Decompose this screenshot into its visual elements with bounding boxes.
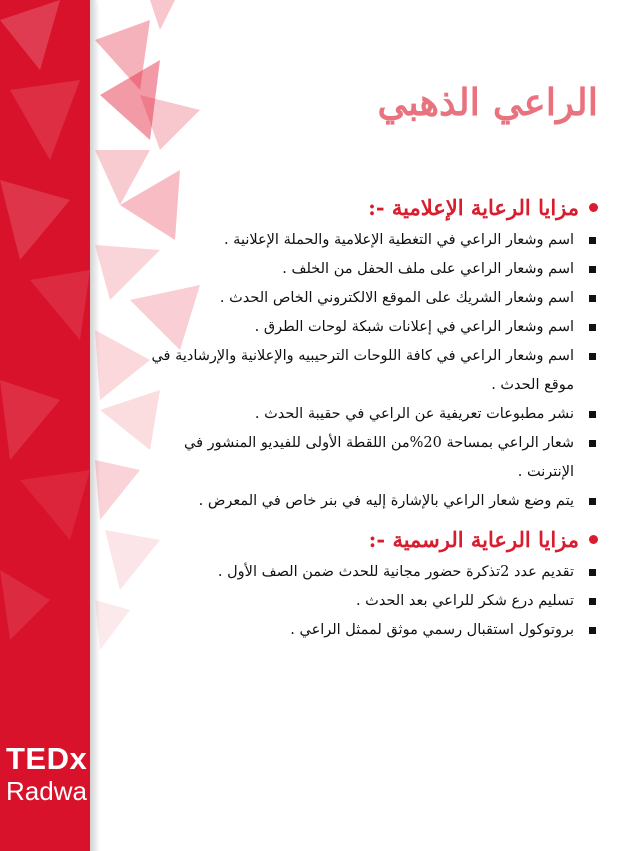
- bullet-square: [589, 440, 596, 447]
- page-title: الراعي الذهبي: [377, 80, 598, 124]
- list-item: [150, 226, 598, 255]
- list-item: [150, 313, 598, 342]
- bullet-square: [589, 324, 596, 331]
- list-item: [150, 429, 598, 487]
- list-item-text: تسليم درع شكر للراعي بعد الحدث .: [355, 593, 574, 609]
- content: [150, 188, 598, 645]
- list-item-text: اسم وشعار الشريك على الموقع الالكتروني الخاص الحدث .: [219, 290, 574, 306]
- logo-radwa-text: Radwa: [6, 776, 87, 806]
- bullet-square: [589, 411, 596, 418]
- list-item-text: يتم وضع شعار الراعي بالإشارة إليه في بنر خاص في المعرض .: [198, 493, 574, 509]
- bullet-dot: [589, 203, 598, 212]
- bullet-square: [589, 569, 596, 576]
- decor-triangle: [0, 570, 50, 640]
- bullet-square: [589, 598, 596, 605]
- official-benefits-list: [150, 558, 598, 645]
- list-item-text: شعار الراعي بمساحة 20%من اللقطة الأولى للفيديو المنشور في الإنترنت .: [184, 435, 574, 480]
- list-item: [150, 558, 598, 587]
- list-item: [150, 616, 598, 645]
- bullet-square: [589, 237, 596, 244]
- decor-triangle: [95, 330, 150, 400]
- list-item-text: نشر مطبوعات تعريفية عن الراعي في حقيبة الحدث .: [254, 406, 574, 422]
- decor-triangle: [150, 0, 175, 30]
- list-item: [150, 342, 598, 400]
- decor-triangle: [30, 270, 90, 340]
- decor-triangle: [10, 80, 80, 160]
- list-item-text: اسم وشعار الراعي في كافة اللوحات الترحيبيه والإعلانية والإرشادية في موقع الحدث .: [151, 348, 574, 393]
- list-item: [150, 587, 598, 616]
- bullet-square: [589, 498, 596, 505]
- bullet-square: [589, 353, 596, 360]
- heading-text: مزايا الرعاية الإعلامية -:: [368, 194, 579, 220]
- list-item: [150, 487, 598, 516]
- list-item: [150, 284, 598, 313]
- decor-triangle: [20, 470, 90, 540]
- tedx-logo: [6, 742, 90, 806]
- bullet-square: [589, 266, 596, 273]
- decor-triangle: [95, 460, 140, 520]
- bullet-dot: [589, 535, 598, 544]
- decor-triangle: [0, 180, 70, 260]
- list-item-text: اسم وشعار الراعي في إعلانات شبكة لوحات الطرق .: [254, 319, 574, 335]
- media-benefits-list: [150, 226, 598, 516]
- list-item-text: اسم وشعار الراعي على ملف الحفل من الخلف .: [282, 261, 574, 277]
- decor-triangle: [0, 0, 60, 70]
- list-item-text: اسم وشعار الراعي في التغطية الإعلامية والحملة الإعلانية .: [223, 232, 574, 248]
- list-item-text: بروتوكول استقبال رسمي موثق لممثل الراعي .: [290, 622, 574, 638]
- list-item-text: تقديم عدد 2تذكرة حضور مجانية للحدث ضمن الصف الأول .: [217, 564, 574, 580]
- bullet-square: [589, 295, 596, 302]
- decor-triangle: [95, 600, 130, 650]
- heading-text: مزايا الرعاية الرسمية -:: [368, 526, 579, 552]
- section-heading-official: [150, 520, 598, 558]
- list-item: [150, 255, 598, 284]
- list-item: [150, 400, 598, 429]
- section-heading-media: [150, 188, 598, 226]
- bullet-square: [589, 627, 596, 634]
- decor-triangle: [0, 380, 60, 460]
- logo-tedx-text: TEDx: [6, 741, 88, 776]
